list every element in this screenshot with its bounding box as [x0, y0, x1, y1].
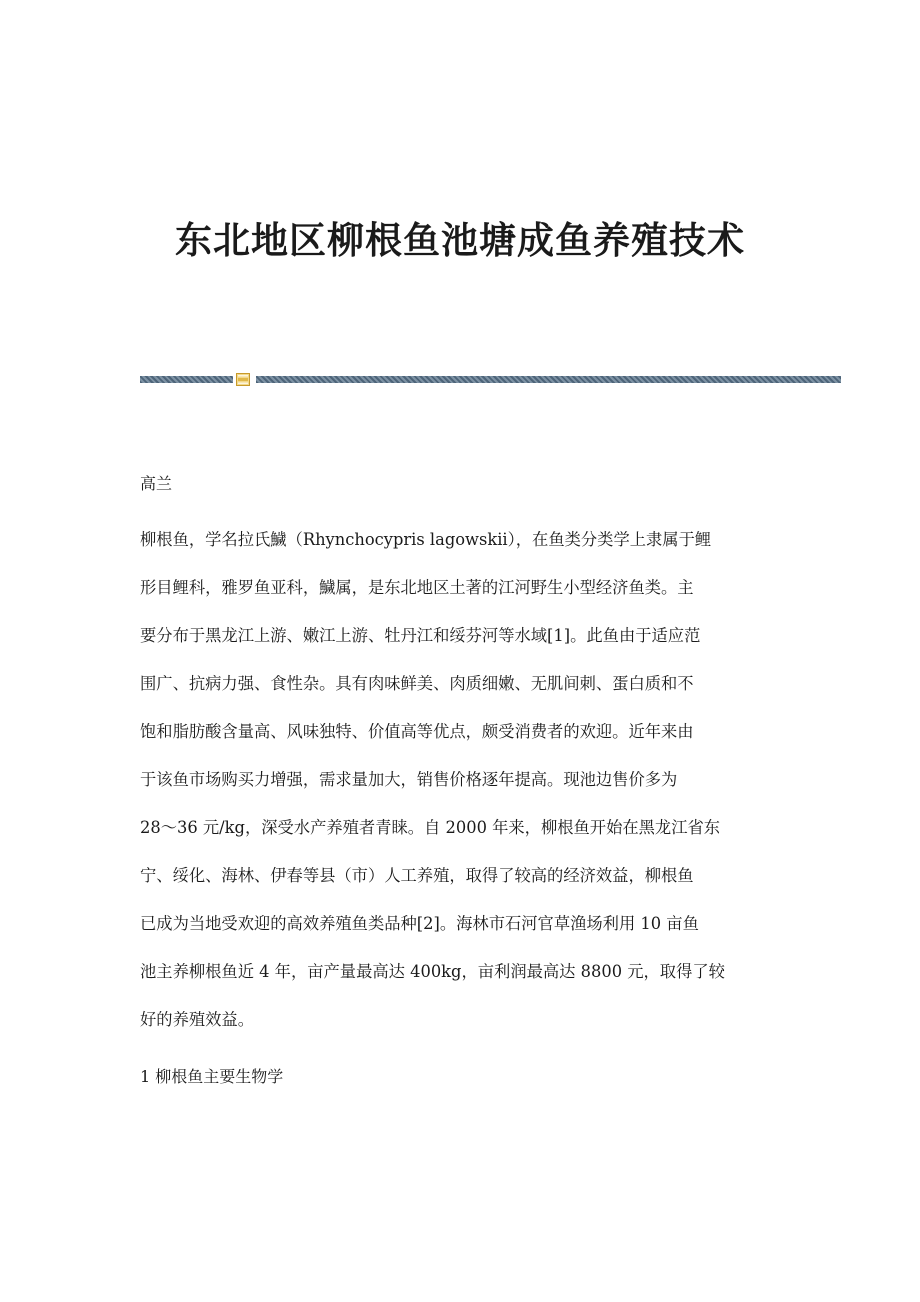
paragraph-line: 28～36 元/kg，深受水产养殖者青睐。自 2000 年来，柳根鱼开始在黑龙江省东	[140, 818, 721, 837]
section-heading: 1 柳根鱼主要生物学	[140, 1067, 284, 1086]
intro-paragraph	[140, 522, 780, 1050]
paragraph-line: 好的养殖效益。	[140, 1010, 254, 1029]
paragraph-line: 要分布于黑龙江上游、嫩江上游、牡丹江和绥芬河等水域[1]。此鱼由于适应范	[140, 626, 701, 645]
paragraph-line: 于该鱼市场购买力增强，需求量加大，销售价格逐年提高。现池边售价多为	[140, 770, 678, 789]
divider-emblem-icon	[236, 373, 250, 386]
paragraph-line: 饱和脂肪酸含量高、风味独特、价值高等优点，颇受消费者的欢迎。近年来由	[140, 722, 694, 741]
paragraph-line: 柳根鱼，学名拉氏鱥（Rhynchocypris lagowskii），在鱼类分类学上隶属于鲤	[140, 530, 712, 549]
divider-bar-left	[140, 376, 233, 383]
divider-bar-right	[256, 376, 841, 383]
paragraph-line: 围广、抗病力强、食性杂。具有肉味鲜美、肉质细嫩、无肌间刺、蛋白质和不	[140, 674, 694, 693]
title-divider	[140, 371, 841, 387]
document-title: 东北地区柳根鱼池塘成鱼养殖技术	[175, 218, 745, 262]
paragraph-line: 形目鲤科，雅罗鱼亚科，鱥属，是东北地区土著的江河野生小型经济鱼类。主	[140, 578, 694, 597]
paragraph-line: 已成为当地受欢迎的高效养殖鱼类品种[2]。海林市石河官草渔场利用 10 亩鱼	[140, 914, 699, 933]
author-name: 高兰	[140, 474, 173, 493]
paragraph-line: 池主养柳根鱼近 4 年，亩产量最高达 400kg，亩利润最高达 8800 元，取得了较	[140, 962, 725, 981]
paragraph-line: 宁、绥化、海林、伊春等县（市）人工养殖，取得了较高的经济效益，柳根鱼	[140, 866, 694, 885]
